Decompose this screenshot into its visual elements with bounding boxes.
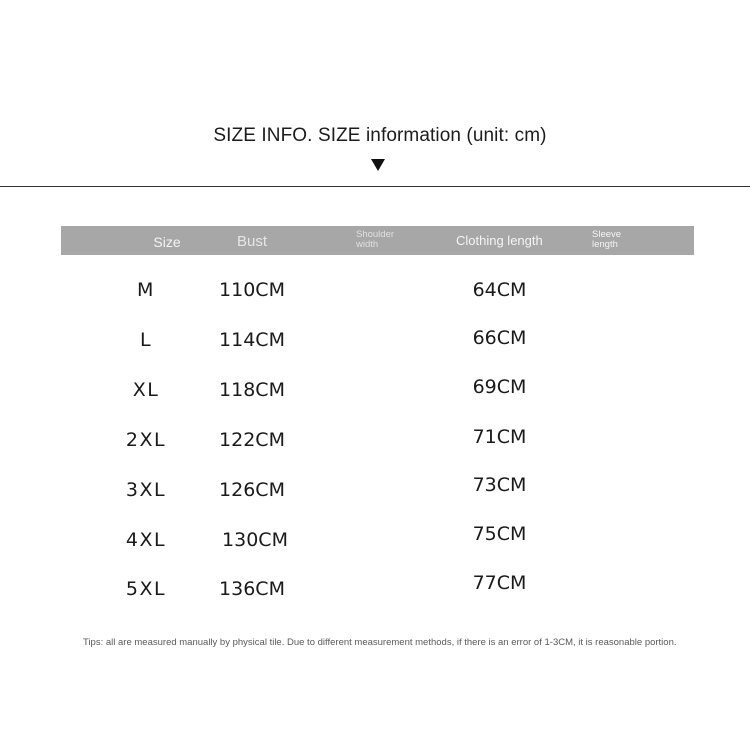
size-cell: M (137, 279, 155, 301)
size-cell: 2XL (125, 429, 167, 451)
length-cell: 73CM (472, 474, 527, 496)
tips-note: Tips: all are measured manually by physical tile. Due to different measurement methods, if there is an error of 1-3CM, it is reasonable portion. (83, 637, 677, 648)
bust-cell: 136CM (219, 578, 285, 600)
header-bust: Bust (237, 233, 268, 250)
page-title: SIZE INFO. SIZE information (unit: cm) (213, 125, 547, 146)
table-header (61, 226, 694, 255)
length-cell: 69CM (472, 376, 527, 398)
table-row (0, 279, 750, 309)
size-cell: 4XL (125, 529, 167, 551)
bust-cell: 110CM (219, 279, 285, 301)
header-sleeve-length: Sleeve length (592, 229, 622, 250)
length-cell: 71CM (472, 426, 527, 448)
bust-cell: 114CM (219, 329, 285, 351)
table-row (0, 376, 750, 409)
length-cell: 64CM (472, 279, 527, 301)
length-cell: 75CM (472, 523, 527, 545)
table-row (0, 426, 750, 459)
bust-cell: 122CM (219, 429, 285, 451)
divider (0, 186, 750, 187)
size-cell: L (139, 329, 153, 351)
header-size: Size (153, 234, 181, 250)
table-row (0, 572, 750, 608)
length-cell: 66CM (472, 327, 527, 349)
table-row (0, 474, 750, 509)
table-row (0, 329, 750, 359)
bust-cell: 126CM (219, 479, 285, 501)
bust-cell: 130CM (222, 529, 288, 551)
down-arrow-icon (371, 159, 385, 171)
table-row (0, 523, 750, 559)
size-cell: 3XL (125, 479, 167, 501)
header-shoulder-width: Shoulder width (356, 229, 395, 250)
length-cell: 77CM (472, 572, 527, 594)
size-cell: XL (132, 379, 160, 401)
size-cell: 5XL (125, 578, 167, 600)
bust-cell: 118CM (219, 379, 285, 401)
header-clothing-length: Clothing length (456, 233, 543, 248)
